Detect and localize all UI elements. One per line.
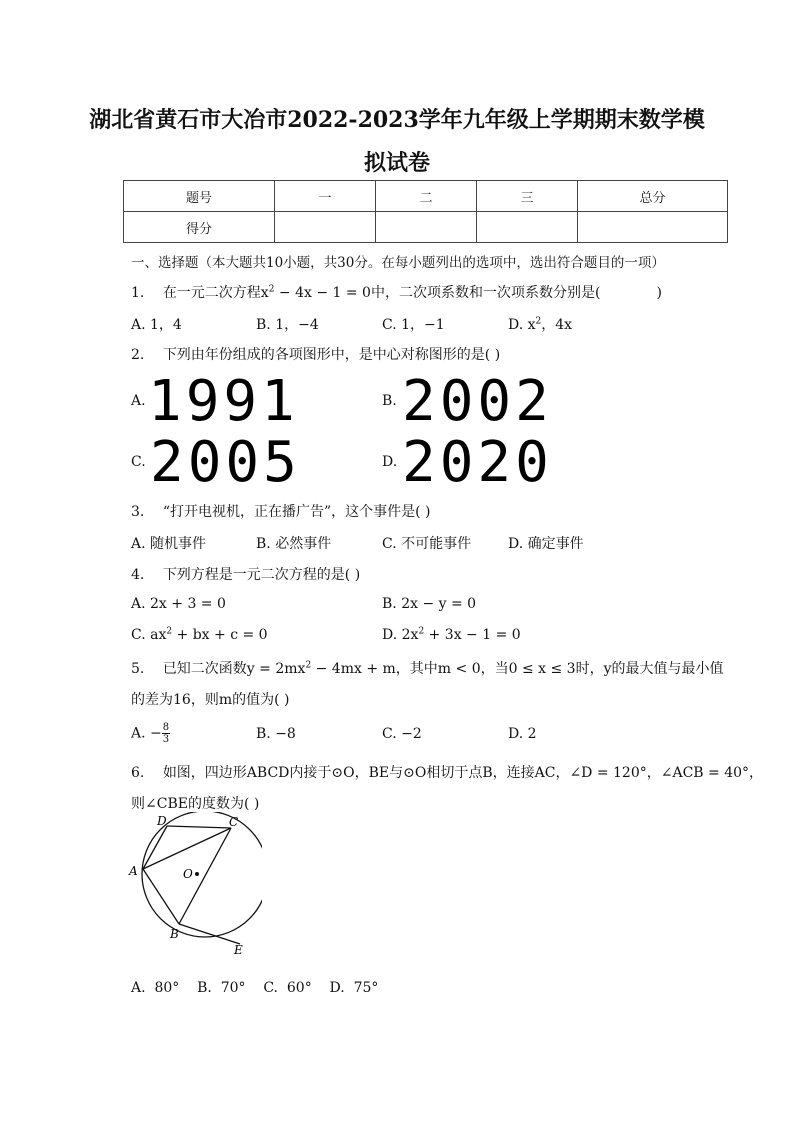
question-number: 6.: [131, 765, 145, 781]
question-1: [131, 282, 662, 302]
score-header-cell: 二: [376, 181, 477, 212]
score-table-score-row: [124, 212, 728, 243]
fraction: $\frac{8}{3}$: [162, 722, 170, 745]
question-text: 下列方程是一元二次方程的是( ): [162, 567, 361, 583]
score-cell[interactable]: [578, 212, 728, 243]
q2-option-b-label[interactable]: B.: [382, 393, 397, 409]
q3-option-b[interactable]: B. 必然事件: [256, 536, 332, 552]
question-3: [131, 501, 431, 521]
score-cell[interactable]: [477, 212, 578, 243]
q4-option-c[interactable]: C. $ax^2$ + bx + c = 0: [131, 626, 268, 643]
year-figure-2002: 2002: [402, 369, 553, 434]
question-4: [131, 564, 360, 584]
section-heading: 一、选择题（本大题共10小题，共30分。在每小题列出的选项中，选出符合题目的一项）: [131, 255, 665, 271]
label-d: D: [157, 814, 167, 828]
question-number: 1.: [131, 285, 145, 301]
superscript: 2: [268, 284, 275, 295]
score-row-label: 得分: [124, 212, 275, 243]
q5-option-c[interactable]: C. −2: [382, 726, 422, 742]
exam-title-line1: 湖北省黄石市大冶市2022-2023学年九年级上学期期末数学模: [89, 107, 705, 133]
question-5-line2: 的差为16，则m的值为( ): [131, 692, 290, 708]
segment-be: [179, 924, 240, 944]
score-header-cell: 一: [275, 181, 376, 212]
segment-dc: [167, 826, 231, 828]
label-e: E: [234, 943, 243, 957]
q5-option-d[interactable]: D. 2: [508, 726, 537, 742]
question-6: [131, 762, 763, 782]
q2-option-a-label[interactable]: A.: [131, 393, 146, 409]
label-o: O: [183, 867, 193, 881]
question-text: “打开电视机，正在播广告”，这个事件是( ): [162, 504, 431, 520]
center-point: [195, 872, 199, 876]
question-text: − 4mx + m，其中m < 0，当0 ≤ x ≤ 3时，y的最大值与最小值: [311, 661, 724, 677]
question-number: 5.: [131, 661, 145, 677]
q3-option-a[interactable]: A. 随机事件: [131, 536, 207, 552]
label-a: A: [129, 864, 138, 878]
q2-option-c-label[interactable]: C.: [131, 454, 146, 470]
question-text: 下列由年份组成的各项图形中，是中心对称图形的是( ): [162, 347, 501, 363]
question-text: 如图，四边形ABCD内接于⊙O，BE与⊙O相切于点B，连接AC，∠D = 120°，∠ACB = 40°，: [162, 765, 764, 781]
question-2: [131, 344, 500, 364]
q1-option-a[interactable]: A. 1，4: [131, 317, 182, 333]
score-header-cell: 总分: [578, 181, 728, 212]
question-number: 4.: [131, 567, 145, 583]
label-c: C: [229, 815, 239, 829]
question-number: 3.: [131, 504, 145, 520]
score-table: [123, 180, 728, 243]
q3-option-d[interactable]: D. 确定事件: [508, 536, 584, 552]
segment-da: [143, 826, 167, 869]
question-text: 在一元二次方程x: [162, 285, 269, 301]
exam-title-line2: 拟试卷: [363, 150, 430, 176]
year-figure-2005: 2005: [150, 430, 301, 495]
q1-option-b[interactable]: B. 1，−4: [256, 317, 319, 333]
question-text: 已知二次函数y = 2mx: [162, 661, 306, 677]
score-table-header-row: [124, 181, 728, 212]
q2-option-d-label[interactable]: D.: [382, 454, 398, 470]
circle-o: [142, 812, 262, 937]
q1-option-c[interactable]: C. 1，−1: [382, 317, 445, 333]
score-header-cell: 题号: [124, 181, 275, 212]
year-figure-1991: 1991: [148, 369, 299, 434]
segment-ab: [143, 869, 179, 924]
score-header-cell: 三: [477, 181, 578, 212]
q4-option-d[interactable]: D. $2x^2 + 3x - 1 = 0$: [382, 626, 521, 643]
score-cell[interactable]: [275, 212, 376, 243]
circle-quadrilateral-figure: [122, 812, 262, 957]
q4-option-a[interactable]: A. 2x + 3 = 0: [131, 596, 226, 612]
q3-option-c[interactable]: C. 不可能事件: [382, 536, 472, 552]
question-6-line2: 则∠CBE的度数为( ): [131, 796, 260, 812]
question-text: − 4x − 1 = 0中，二次项系数和一次项系数分别是(: [274, 285, 601, 301]
q5-option-a[interactable]: A. − $\frac{8}{3}$: [131, 722, 170, 745]
question-text: ): [656, 285, 662, 301]
question-5: 5. 已知二次函数$y = 2mx^2 - 4mx + m$，其中m < 0，当0 ≤ x ≤ 3时，y的最大值与最小值: [131, 660, 724, 677]
year-figure-2020: 2020: [402, 430, 553, 495]
q5-option-b[interactable]: B. −8: [256, 726, 296, 742]
question-number: 2.: [131, 347, 145, 363]
score-cell[interactable]: [376, 212, 477, 243]
q6-options[interactable]: A. 80° B. 70° C. 60° D. 75°: [131, 980, 379, 996]
q1-option-d[interactable]: D. $x^2$，4x: [508, 316, 573, 333]
label-b: B: [170, 927, 179, 941]
q4-option-b[interactable]: B. 2x − y = 0: [382, 596, 477, 612]
